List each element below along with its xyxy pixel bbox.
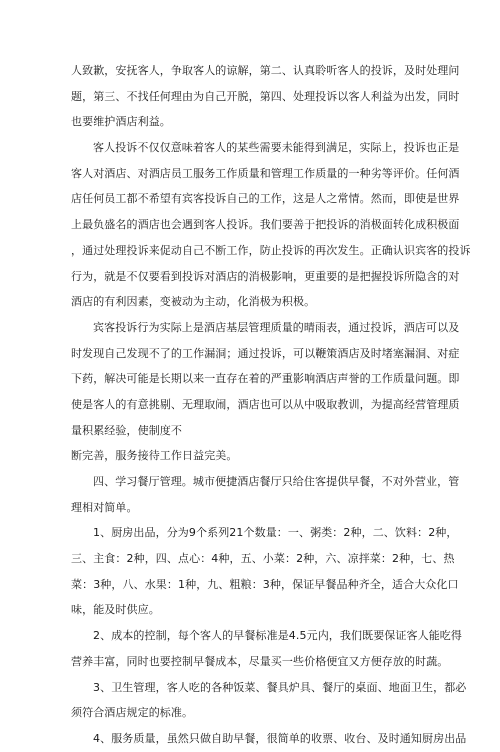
text-line: 也要维护酒店利益。 <box>71 115 171 129</box>
text-line: 1、厨房出品，分为9个系列21个数量：一、粥类：2种，二、饮料：2种， <box>93 526 458 540</box>
text-line: 行为，就是不仅要看到投诉对酒店的消极影响，更重要的是把握投诉所隐含的对 <box>71 269 460 283</box>
text-line: 客人投诉不仅仅意味着客人的某些需要未能得到满足，实际上，投诉也正是 <box>93 141 460 155</box>
paragraph-6 <box>71 520 459 623</box>
text-line: 4、服务质量，虽然只做自助早餐，很简单的收票、收台、及时通知厨房出品 <box>93 731 467 745</box>
text-line: 2、成本的控制，每个客人的早餐标准是4.5元内，我们既要保证客人能吃得 <box>93 629 462 643</box>
paragraph-4 <box>71 443 430 469</box>
paragraph-9 <box>71 726 467 752</box>
paragraph-1 <box>71 58 460 135</box>
text-line: 上最负盛名的酒店也会遇到客人投诉。我们要善于把投诉的消极面转化成积极面 <box>71 218 460 232</box>
text-line: 店任何员工都不希望有宾客投诉自己的工作，这是人之常情。然而，即使是世界 <box>71 192 460 206</box>
text-line: 时发现自己发现不了的工作漏洞；通过投诉，可以鞭策酒店及时堵塞漏洞、对症 <box>71 346 460 360</box>
text-line: 理相对简单。 <box>71 500 138 514</box>
text-line: 下药，解决可能是长期以来一直存在着的严重影响酒店声誉的工作质量问题。即 <box>71 372 460 386</box>
text-line: 味，能及时供应。 <box>71 603 160 617</box>
text-line: 使是客人的有意挑剔、无理取闹，酒店也可以从中吸取教训，为提高经营管理质 <box>71 397 460 411</box>
text-line: 3、卫生管理，客人吃的各种饭菜、餐具炉具、餐厅的桌面、地面卫生，都必 <box>93 680 467 694</box>
text-line: 三、主食：2种，四、点心：4种，五、小菜：2种，六、凉拌菜：2种，七、热 <box>71 552 455 566</box>
text-line: 题，第三、不找任何理由为自己开脱，第四、处理投诉以客人利益为出发，同时 <box>71 89 460 103</box>
paragraph-3 <box>71 315 460 443</box>
paragraph-2 <box>71 135 471 315</box>
text-line: 须符合酒店规定的标准。 <box>71 706 194 720</box>
paragraph-8 <box>71 675 467 726</box>
text-line: ，通过处理投诉来促动自己不断工作，防止投诉的再次发生。正确认识宾客的投诉 <box>71 243 471 257</box>
text-line: 营养丰富，同时也要控制早餐成本，尽量买一些价格便宜又方便存放的时蔬。 <box>71 654 449 668</box>
text-line: 菜：3种，八、水果：1种，九、粗粮：3种，保证早餐品种齐全，适合大众化口 <box>71 577 459 591</box>
text-line: 宾客投诉行为实际上是酒店基层管理质量的晴雨表，通过投诉，酒店可以及 <box>93 320 460 334</box>
text-line: 客人对酒店、对酒店员工服务工作质量和管理工作质量的一种劣等评价。任何酒 <box>71 166 460 180</box>
text-line: 量积累经验，使制度不 <box>71 423 182 437</box>
text-line: 酒店的有利因素，变被动为主动，化消极为积极。 <box>71 295 316 309</box>
text-line: 四、学习餐厅管理。城市便捷酒店餐厅只给住客提供早餐，不对外营业，管 <box>93 475 460 488</box>
text-line: 断完善，服务接待工作日益完美。 <box>71 449 238 463</box>
text-line: 人致歉，安抚客人，争取客人的谅解，第二、认真聆听客人的投诉，及时处理问 <box>71 64 460 77</box>
paragraph-7 <box>71 623 462 674</box>
paragraph-5 <box>71 469 460 520</box>
